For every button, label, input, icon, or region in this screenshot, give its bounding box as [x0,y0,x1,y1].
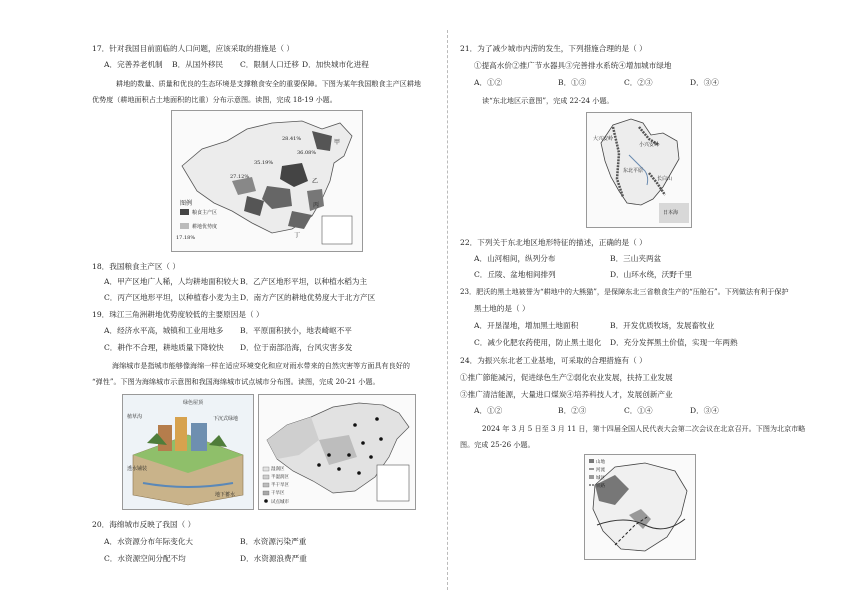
q24-statements-1: ①推广節能减污，促进绿色生产②弱化农业发展，扶持工业发展 [460,373,673,382]
q21-statements: ①提高水价②推广节水器具③完善排水系统④增加城市绿地 [474,61,672,70]
q19-option-d: D．位于南部沿海，台风灾害多发 [240,343,353,352]
mountain-label: 大兴安岭 [593,136,614,142]
plain-label: 东北平原 [623,168,644,174]
zone-label-ding: 丁 [294,232,301,239]
mountain-label: 长白山 [657,176,673,182]
passage-18-line1: 耕地的数量、质量和优良的生态环境是支撑粮食安全的重要保障。下图为某年我国粮食主产区耕地 [116,79,422,88]
legend-urban: 城区 [596,476,605,481]
legend-railway: 铁路 [596,484,605,489]
legend-mountain: 山地 [596,460,605,465]
q17-stem: 17．针对我国目前面临的人口问题，应该采取的措施是（ ） [92,44,294,53]
passage-20-line1: 海绵城市是指城市能够像海绵一样在适应环境变化和应对雨水带来的自然灾害等方面具有良好的 [112,361,410,370]
legend-river: 河流 [596,468,605,473]
q18-option-b: B．乙产区地形平坦，以种植水稻为主 [240,277,368,286]
q20-option-c: C．水资源空间分配不均 [104,554,186,563]
sea-label: 日本海 [663,210,679,216]
q20-option-d: D．水资源浪费严重 [240,554,307,563]
diagram-label: 下沉式绿地 [213,416,239,422]
zone-label-bing: 丙 [313,202,320,209]
pct-label: 36.08% [297,150,317,156]
q21-stem: 21．为了减少城市内涝的发生，下列措施合理的是（ ） [460,44,647,53]
diagram-label: 透水铺装 [127,466,148,472]
legend-dominance: 耕地优势度 [192,224,218,230]
q22-stem: 22．下列关于东北地区地形特征的描述，正确的是（ ） [460,238,647,247]
q24-option-d: D．③④ [690,406,719,415]
grain-zone-map [171,110,363,252]
q18-option-c: C．丙产区地形平坦，以种植春小麦为主 [104,293,239,302]
q20-option-a: A．水资源分布年际变化大 [104,537,194,546]
passage-25-line2: 图。完成 25-26 小题。 [460,440,535,449]
legend-semiarid: 半干旱区 [271,483,289,488]
column-divider [447,30,448,590]
diagram-label: 植草沟 [127,414,143,420]
passage-18-line2: 优势度（耕地面积占土地面积的比重）分布示意图。读图，完成 18-19 小题。 [92,95,337,104]
q19-option-a: A．经济水平高，城镇和工业用地多 [104,326,224,335]
q22-option-c: C．丘陵、盆地相间排列 [474,270,556,279]
q22-option-d: D．山环水绕，沃野千里 [610,270,693,279]
pct-label: 28.41% [282,136,302,142]
pct-label: 17.18% [176,235,196,241]
q17-option-a: A．完善养老机制 [104,60,163,69]
q24-statements-2: ③推广清洁能源，大量进口煤炭④培养科技人才，发展创新产业 [460,390,673,399]
zone-label-jia: 甲 [334,139,341,146]
northeast-china-map [586,112,692,228]
q21-option-d: D．③④ [690,78,719,87]
legend-grain: 粮食主产区 [192,210,218,216]
q22-option-b: B．三山夹两盆 [610,254,662,263]
q23-stem-line1: 23．肥沃的黑土地被誉为“耕地中的大熊猫”，是保障东北三省粮食生产的“压舱石”。下列做法有利于保护 [460,287,789,296]
q17-option-b: B．从国外移民 [172,60,224,69]
q24-stem: 24．为振兴东北老工业基地，可采取的合理措施有（ ） [460,356,647,365]
legend-semihumid: 半湿润区 [271,475,289,480]
q23-option-b: B．开发优质牧场，发展畜牧业 [610,321,715,330]
pct-label: 35.19% [254,160,274,166]
q18-option-d: D．南方产区的耕地优势度大于北方产区 [240,293,376,302]
q17-option-d: D．加快城市化进程 [302,60,369,69]
legend-title: 图例 [180,200,193,207]
q24-option-b: B．②③ [558,406,587,415]
pct-label: 27.12% [230,174,250,180]
q21-option-a: A．①② [474,78,503,87]
passage-25-line1: 2024 年 3 月 5 日至 3 月 11 日，第十四届全国人民代表大会第二次会议在北京召开。下图为北京市略 [482,424,806,433]
q23-stem-line2: 黑土地的是（ ） [474,304,530,313]
passage-22: 读“东北地区示意图”，完成 22-24 小题。 [482,96,614,105]
q19-option-c: C．耕作不合理，耕地质量下降较快 [104,343,224,352]
diagram-label: 地下蓄水 [215,492,236,498]
q17-option-c: C．限制人口迁移 [240,60,299,69]
q22-option-a: A．山河相间，纵列分布 [474,254,556,263]
q24-option-a: A．①② [474,406,503,415]
passage-20-line2: “弹性”。下图为海绵城市示意图和我国海绵城市试点城市分布图。读图，完成 20-21 小题。 [92,377,380,386]
q20-option-b: B．水资源污染严重 [240,537,307,546]
q20-stem: 20．海绵城市反映了我国（ ） [92,520,196,529]
sponge-city-diagram [122,394,254,510]
legend-arid: 干旱区 [271,491,285,496]
diagram-label: 绿色屋顶 [183,400,204,406]
q18-option-a: A．甲产区地广人稀，人均耕地面积较大 [104,277,239,286]
q19-stem: 19．珠江三角洲耕地优势度较低的主要原因是（ ） [92,310,264,319]
legend-pilot-city: 试点城市 [271,500,289,505]
beijing-map [584,454,696,560]
q21-option-c: C．②③ [624,78,653,87]
mountain-label: 小兴安岭 [639,142,660,148]
q23-option-d: D．充分发挥黑土价值，实现一年两熟 [610,338,738,347]
zone-label-yi: 乙 [312,178,319,185]
pilot-city-map [258,394,416,510]
q19-option-b: B．平原面积狭小，地表崎岖不平 [240,326,352,335]
q23-option-a: A．开垦湿地，增加黑土地面积 [474,321,579,330]
q18-stem: 18．我国粮食主产区（ ） [92,262,181,271]
q21-option-b: B．①③ [558,78,587,87]
legend-humid: 湿润区 [271,467,285,472]
q24-option-c: C．①④ [624,406,653,415]
q23-option-c: C．减少化肥农药使用，防止黑土退化 [474,338,602,347]
